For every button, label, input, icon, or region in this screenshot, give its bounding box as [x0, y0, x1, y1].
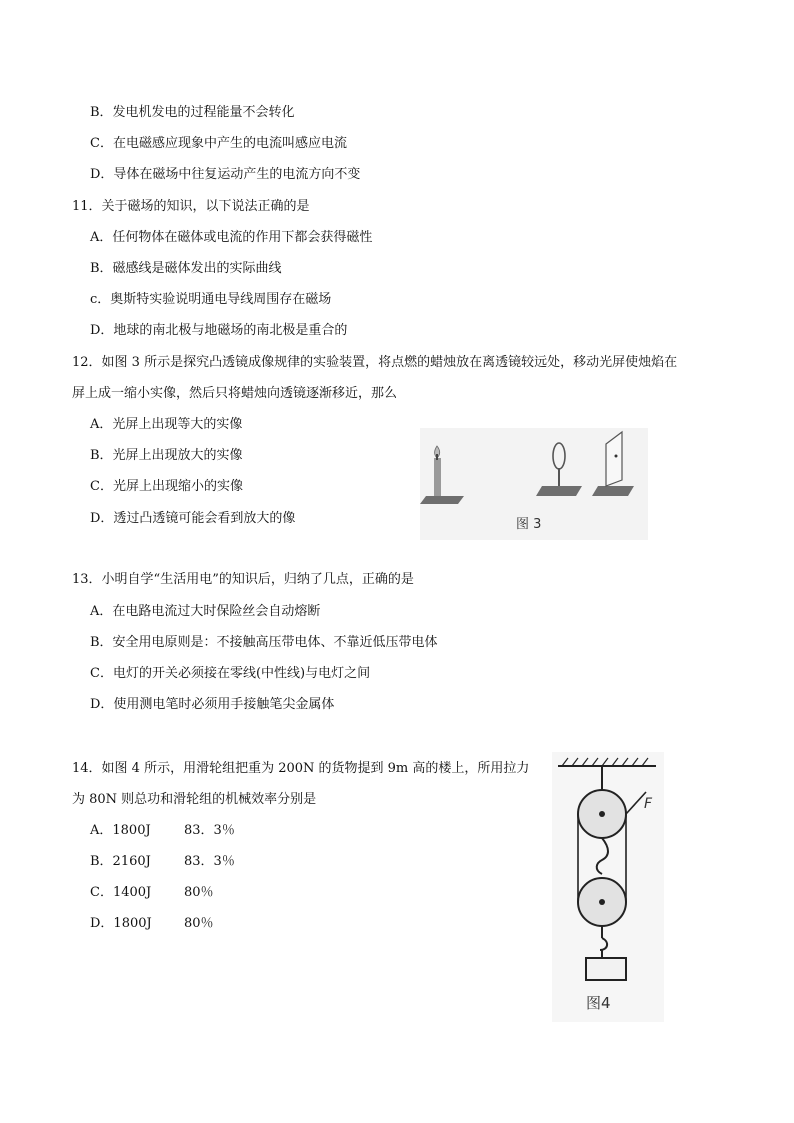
q14-option-a-efficiency: 83．3％ [184, 823, 235, 838]
q12-option-a: A．光屏上出现等大的实像 [90, 417, 243, 432]
figure-3-label: 图 3 [516, 517, 542, 532]
q12-option-d: D．透过凸透镜可能会看到放大的像 [90, 511, 296, 526]
q12-stem-line2: 屏上成一缩小实像，然后只将蜡烛向透镜逐渐移近，那么 [72, 386, 398, 401]
screen-base-plate [592, 486, 634, 496]
q10-option-d: D．导体在磁场中往复运动产生的电流方向不变 [90, 167, 361, 182]
q11-option-b: B．磁感线是磁体发出的实际曲线 [90, 261, 282, 276]
figure-4-pulley-system [552, 752, 664, 1022]
cargo-box [586, 958, 626, 980]
candle-base-plate [420, 496, 464, 504]
q10-option-c: C．在电磁感应现象中产生的电流叫感应电流 [90, 136, 347, 151]
q14-option-d-efficiency: 80％ [184, 916, 214, 931]
q14-option-c-efficiency: 80％ [184, 885, 214, 900]
q14-option-a [90, 822, 235, 840]
figure-4-label: 图4 [586, 994, 611, 1012]
q14-option-c [90, 884, 214, 902]
q14-option-b [90, 853, 235, 871]
q14-option-b-efficiency: 83．3％ [184, 854, 235, 869]
q11-option-c: c．奥斯特实验说明通电导线周围存在磁场 [90, 292, 332, 307]
q14-stem-line1: 14．如图 4 所示，用滑轮组把重为 200N 的货物提到 9m 高的楼上，所用拉力 [72, 761, 530, 776]
q11-stem: 11．关于磁场的知识，以下说法正确的是 [72, 199, 310, 214]
q11-option-a: A．任何物体在磁体或电流的作用下都会获得磁性 [90, 230, 373, 245]
q14-option-d [90, 915, 214, 933]
q13-option-b: B．安全用电原则是：不接触高压带电体、不靠近低压带电体 [90, 635, 438, 650]
q10-option-b: B．发电机发电的过程能量不会转化 [90, 105, 295, 120]
q13-option-a: A．在电路电流过大时保险丝会自动熔断 [90, 604, 321, 619]
q12-option-c: C．光屏上出现缩小的实像 [90, 479, 243, 494]
q14-option-c-work: C．1400J [90, 885, 152, 900]
q14-option-b-work: B．2160J [90, 854, 151, 869]
q12-stem-line1: 12．如图 3 所示是探究凸透镜成像规律的实验装置，将点燃的蜡烛放在离透镜较远处，移动光屏使烛焰在 [72, 355, 678, 370]
q12-option-b: B．光屏上出现放大的实像 [90, 448, 243, 463]
q13-option-c: C．电灯的开关必须接在零线(中性线)与电灯之间 [90, 666, 371, 681]
figure-3-optics-bench [420, 428, 648, 540]
q13-option-d: D．使用测电笔时必须用手接触笔尖金属体 [90, 697, 335, 712]
lens-base-plate [536, 486, 582, 496]
q11-option-d: D．地球的南北极与地磁场的南北极是重合的 [90, 323, 348, 338]
q14-option-a-work: A．1800J [90, 823, 151, 838]
force-label: F [644, 796, 653, 812]
candle-icon [434, 458, 441, 496]
q13-stem: 13．小明自学“生活用电”的知识后，归纳了几点，正确的是 [72, 572, 414, 587]
q14-stem-line2: 为 80N 则总功和滑轮组的机械效率分别是 [72, 792, 317, 807]
q14-option-d-work: D．1800J [90, 916, 152, 931]
